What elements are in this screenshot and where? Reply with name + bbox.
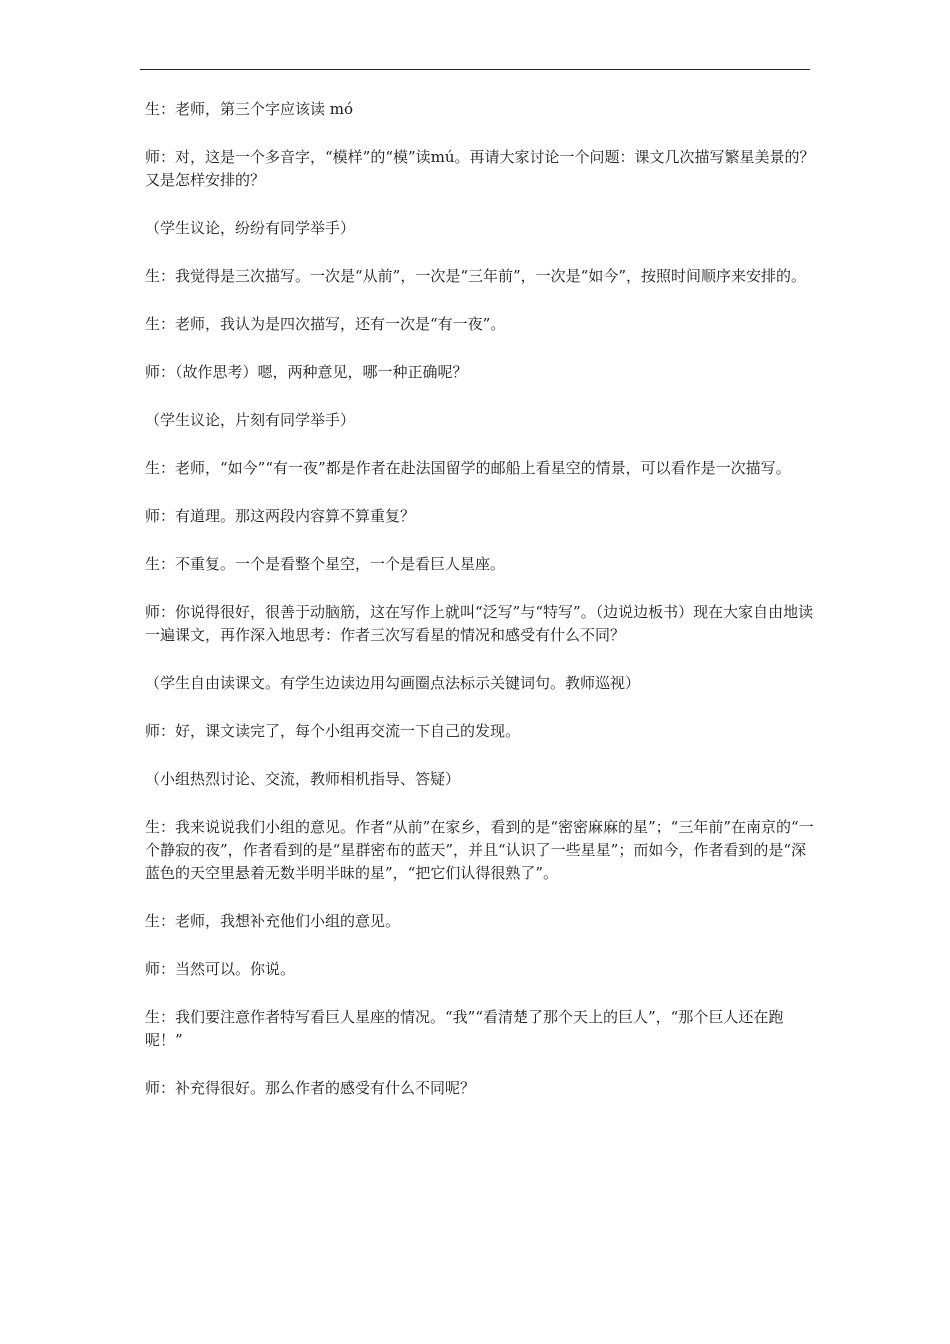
paragraph: 生：老师，我认为是四次描写，还有一次是“有一夜”。 (145, 315, 506, 333)
paragraph: 生：我来说说我们小组的意见。作者“从前”在家乡，看到的是“密密麻麻的星”；“三年前”在南京的“一个静寂的夜”，作者看到的是“星群密布的蓝天”，并且“认识了一些星星”；而如今，作者看到的是“深蓝色的天空里悬着无数半明半昧的星”，“把它们认得很熟了”。 (145, 818, 814, 882)
paragraph: 生：老师，我想补充他们小组的意见。 (145, 912, 401, 930)
paragraph: 生：不重复。一个是看整个星空，一个是看巨人星座。 (145, 555, 506, 573)
paragraph: （学生议论，片刻有同学举手） (145, 411, 356, 429)
paragraph: 师：对，这是一个多音字，“模样”的“模”读mú。再请大家讨论一个问题：课文几次描写繁星美景的？又是怎样安排的？ (145, 148, 815, 189)
paragraph: 生：我们要注意作者特写看巨人星座的情况。“我”“看清楚了那个天上的巨人”，“那个巨人还在跑呢！” (145, 1008, 784, 1049)
paragraph: （学生自由读课文。有学生边读边用勾画圈点法标示关键词句。教师巡视） (145, 674, 641, 692)
header-rule (140, 69, 810, 70)
paragraph: （小组热烈讨论、交流，教师相机指导、答疑） (145, 770, 461, 788)
document-body (145, 98, 817, 1125)
paragraph: 生：我觉得是三次描写。一次是“从前”，一次是“三年前”，一次是“如今”，按照时间顺序来安排的。 (145, 267, 807, 285)
paragraph: （学生议论，纷纷有同学举手） (145, 219, 356, 237)
paragraph: 师：好，课文读完了，每个小组再交流一下自己的发现。 (145, 722, 521, 740)
paragraph: 师：补充得很好。那么作者的感受有什么不同呢？ (145, 1079, 476, 1097)
paragraph: 师：你说得很好，很善于动脑筋，这在写作上就叫“泛写”与“特写”。（边说边板书）现在大家自由地读一遍课文，再作深入地思考：作者三次写看星的情况和感受有什么不同？ (145, 603, 814, 644)
paragraph: 师：（故作思考）嗯，两种意见，哪一种正确呢？ (145, 363, 468, 381)
paragraph: 师：有道理。那这两段内容算不算重复？ (145, 507, 416, 525)
paragraph: 生：老师，“如今”“有一夜”都是作者在赴法国留学的邮船上看星空的情景，可以看作是一次描写。 (145, 459, 791, 477)
paragraph: 生：老师，第三个字应该读 mó (145, 100, 354, 118)
paragraph: 师：当然可以。你说。 (145, 960, 296, 978)
